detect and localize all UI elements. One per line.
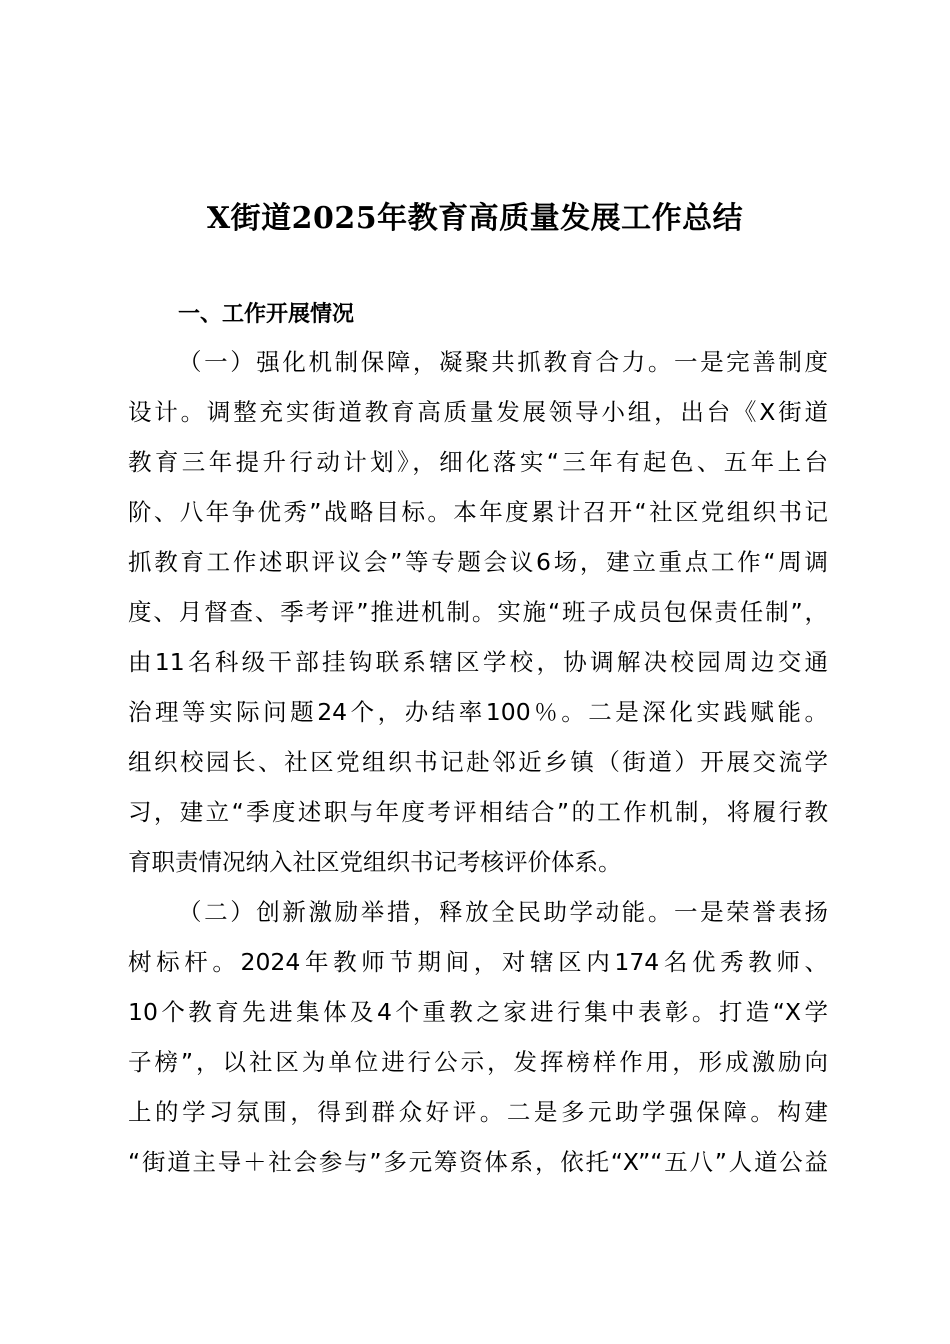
text-line: （二）创新激励举措，释放全民助学动能。一是荣誉表扬: [178, 898, 828, 926]
text-line: 子榜”，以社区为单位进行公示，发挥榜样作用，形成激励向: [128, 1048, 828, 1076]
section-heading: 一、工作开展情况: [178, 302, 355, 327]
document-title: X街道2025年教育高质量发展工作总结: [206, 201, 744, 236]
text-line: 抓教育工作述职评议会”等专题会议6场，建立重点工作“周调: [128, 548, 828, 576]
text-line: 10个教育先进集体及4个重教之家进行集中表彰。打造“X学: [128, 998, 828, 1026]
text-line: “街道主导＋社会参与”多元筹资体系，依托“X”“五八”人道公益: [128, 1148, 828, 1176]
text-line: 阶、八年争优秀”战略目标。本年度累计召开“社区党组织书记: [128, 498, 828, 526]
text-line: 组织校园长、社区党组织书记赴邻近乡镇（街道）开展交流学: [128, 748, 828, 776]
paragraph-1: [128, 337, 828, 887]
text-line: 育职责情况纳入社区党组织书记考核评价体系。: [128, 848, 622, 876]
text-line: 习，建立“季度述职与年度考评相结合”的工作机制，将履行教: [128, 798, 828, 826]
paragraph-2: [128, 887, 828, 1187]
text-line: 度、月督查、季考评”推进机制。实施“班子成员包保责任制”，: [128, 598, 828, 626]
text-line: 教育三年提升行动计划》，细化落实“三年有起色、五年上台: [128, 448, 828, 476]
text-line: （一）强化机制保障，凝聚共抓教育合力。一是完善制度: [178, 348, 828, 376]
text-line: 治理等实际问题24个，办结率100％。二是深化实践赋能。: [128, 698, 828, 726]
text-line: 上的学习氛围，得到群众好评。二是多元助学强保障。构建: [128, 1098, 828, 1126]
text-line: 由11名科级干部挂钩联系辖区学校，协调解决校园周边交通: [128, 648, 828, 676]
text-line: 设计。调整充实街道教育高质量发展领导小组，出台《X街道: [128, 398, 828, 426]
text-line: 树标杆。2024年教师节期间，对辖区内174名优秀教师、: [128, 948, 828, 976]
document-body: [128, 337, 828, 1187]
